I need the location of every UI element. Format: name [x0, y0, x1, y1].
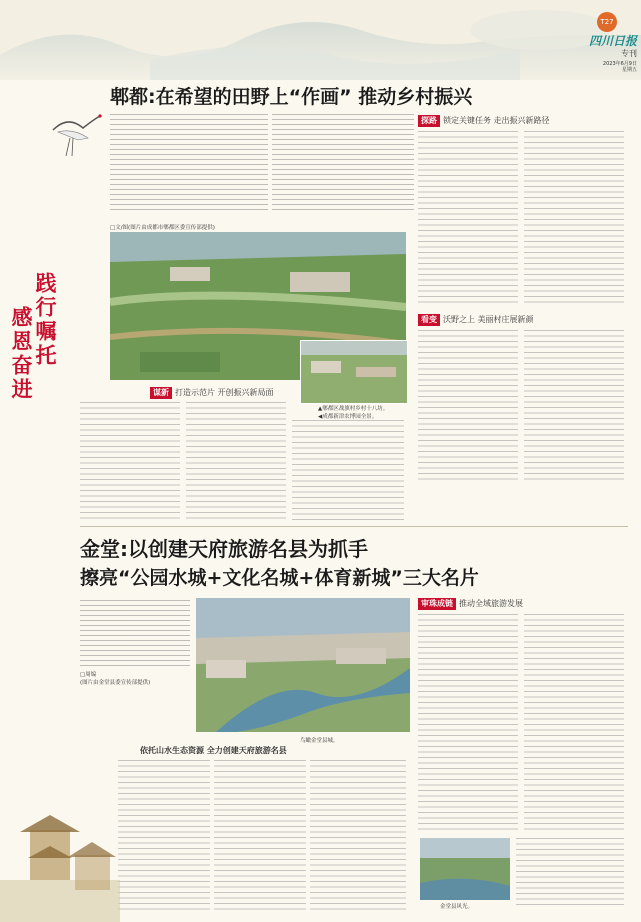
jintang-small-photo — [420, 838, 510, 900]
crane-illustration — [48, 110, 103, 160]
jintang-photo-credit-2: (图片由金堂县委宣传部提供) — [80, 680, 151, 686]
paper-name: 四川日报 — [588, 34, 637, 48]
jintang-body-col3 — [310, 760, 406, 910]
pidu-subhead-explore-text: 锁定关键任务 走出振兴新路径 — [443, 116, 550, 125]
pidu-right-text-col1 — [418, 131, 518, 306]
slogan-column-1: 践行嘱托 — [33, 272, 58, 368]
pidu-subhead-change-text: 沃野之上 美丽村庄展新颜 — [443, 315, 534, 324]
pidu-subhead-innovate — [150, 387, 310, 399]
pidu-subhead-change-tag: 看变 — [418, 314, 440, 326]
pagoda-illustration — [0, 760, 120, 922]
mountain-wash-illustration — [0, 0, 641, 80]
pidu-body-col1 — [80, 402, 180, 522]
pidu-inset-photo — [300, 340, 408, 404]
section-label: 专刊 — [621, 49, 637, 58]
pidu-body-col3 — [292, 420, 404, 522]
page-number-badge: T27 — [597, 12, 617, 32]
pidu-subhead-explore-tag: 探路 — [418, 115, 440, 127]
jintang-subhead-tourism — [418, 598, 618, 610]
jintang-photo-credit: □周编 — [80, 672, 97, 678]
pidu-headline: 郫都:在希望的田野上“作画” 推动乡村振兴 — [110, 86, 473, 108]
pidu-subhead-change — [418, 314, 618, 326]
jintang-photo-caption: 鸟瞰金堂县城。 — [300, 738, 339, 744]
pidu-intro-text — [110, 114, 268, 214]
jintang-right-col1 — [418, 614, 518, 834]
pidu-subhead-innovate-tag: 谋新 — [150, 387, 172, 399]
jintang-main-photo — [196, 598, 410, 732]
jintang-headline-line2: 擦亮“公园水城+文化名城+体育新城”三大名片 — [80, 567, 479, 589]
masthead — [555, 12, 637, 73]
jintang-subhead-tourism-tag: 审珠成链 — [418, 598, 456, 610]
jintang-headline-line1: 金堂:以创建天府旅游名县为抓手 — [80, 537, 368, 561]
section-divider — [80, 526, 628, 527]
pidu-subhead-innovate-text: 打造示范片 开创振兴新局面 — [175, 388, 274, 397]
jintang-right-col2 — [524, 614, 624, 834]
header-ink-wash — [0, 0, 641, 80]
jintang-right-col3 — [516, 838, 624, 908]
jintang-subhead-ecology: 依托山水生态资源 全力创建天府旅游名县 — [140, 746, 287, 755]
jintang-intro-text — [80, 600, 190, 666]
pidu-body-col2 — [186, 402, 286, 522]
pidu-photo-credit: □文/图(图片由成都市郫都区委宣传部提供) — [110, 225, 215, 231]
slogan-column-2: 感恩奋进 — [9, 306, 34, 402]
jintang-body-col1 — [118, 760, 210, 910]
jintang-subhead-tourism-text: 推动全域旅游发展 — [459, 599, 523, 608]
issue-date: 2023年6月9日 — [602, 61, 637, 67]
issue-weekday: 星期五 — [621, 67, 637, 73]
pidu-right-text-col4 — [524, 330, 624, 480]
pidu-photo-caption-1: ▲郫都区战旗村乡村十八坊。 — [318, 406, 389, 412]
jintang-body-col2 — [214, 760, 306, 910]
pidu-subhead-explore — [418, 115, 618, 127]
pidu-right-text-col3 — [418, 330, 518, 480]
pidu-intro-text-2 — [272, 114, 414, 214]
pidu-right-text-col2 — [524, 131, 624, 306]
pidu-photo-caption-2: ◀成都新津农博园全景。 — [318, 414, 378, 420]
jintang-small-photo-caption: 金堂县风光。 — [440, 904, 474, 910]
